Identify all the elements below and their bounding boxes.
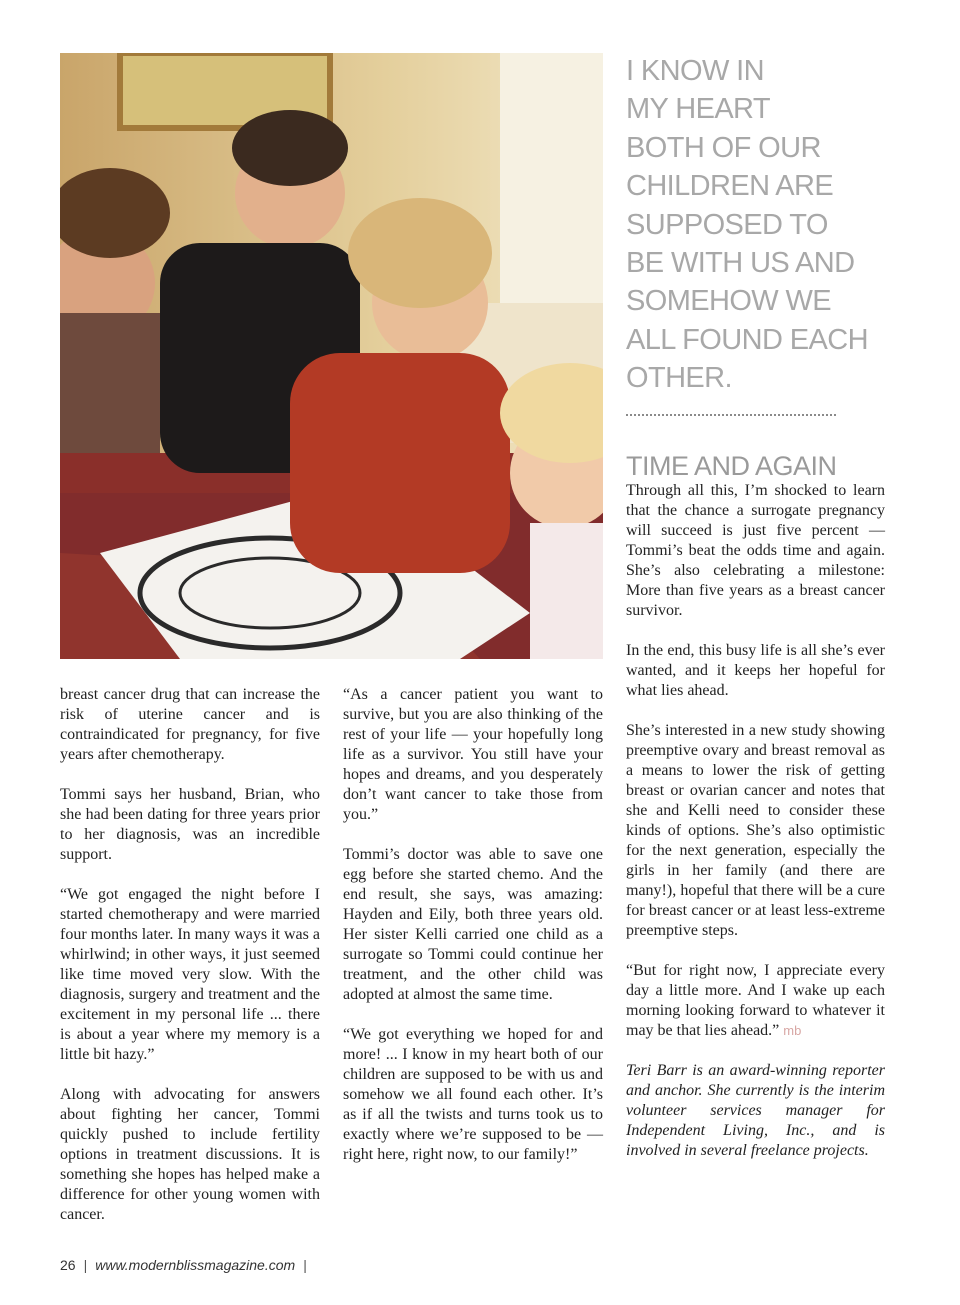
paragraph: Along with advocating for answers about fighting her cancer, Tommi quickly pushed to include fertility options in treatment discussions. It is something she hopes has helped make a difference for other young women with cancer.: [60, 1086, 320, 1223]
article-column-2: [343, 685, 603, 1185]
footer-separator: |: [83, 1257, 88, 1273]
paragraph: breast cancer drug that can increase the risk of uterine cancer and is contraindicated for pregnancy, for five years after chemotherapy.: [60, 686, 320, 763]
page-number: 26: [60, 1257, 76, 1273]
pull-quote-line: MY HEART: [626, 93, 770, 126]
pull-quote-line: I KNOW IN: [626, 55, 764, 87]
pull-quote-line: OTHER.: [626, 362, 732, 395]
page-footer: [60, 1257, 315, 1273]
footer-separator: |: [303, 1257, 307, 1273]
paragraph: In the end, this busy life is all she’s ever wanted, and it keeps her hopeful for what lies ahead.: [626, 642, 885, 699]
paragraph: Through all this, I’m shocked to learn that the chance a surrogate pregnancy will succeed is just five percent — Tommi’s beat the odds time and again. She’s also celebrating a milestone: More than five years as a breast cancer survivor.: [626, 482, 885, 619]
pull-quote: [626, 52, 896, 398]
family-photo-illustration: [60, 53, 603, 659]
pull-quote-line: BE WITH US AND: [626, 247, 855, 280]
paragraph: “We got everything we hoped for and more! ... I know in my heart both of our children are supposed to be with us and somehow we all found each other. It’s as if all the twists and turns took us to exactly where we’re supposed to be — right here, right now, to our family!”: [343, 1026, 603, 1163]
dotted-divider: [626, 414, 836, 416]
closing-paragraph: [626, 961, 885, 1041]
family-photo: [60, 53, 603, 659]
paragraph: She’s interested in a new study showing preemptive ovary and breast removal as a means to lower the risk of getting breast or ovarian cancer and notes that she and Kelli need to consider these kinds of options. She’s also optimistic for the next generation, especially the girls in her family (and there are many!), hopeful that there will be a cure for breast cancer or at least less-extreme preemptive steps.: [626, 722, 885, 939]
article-column-1: [60, 685, 320, 1245]
author-byline: Teri Barr is an award-winning reporter and anchor. She currently is the interim volunteer services manager for Independent Living, Inc., and is involved in several freelance projects.: [626, 1062, 885, 1159]
pull-quote-line: SOMEHOW WE: [626, 285, 832, 318]
paragraph: “As a cancer patient you want to survive, but you are also thinking of the rest of your life — your hopefully long life as a survivor. You still have your hopes and dreams, and you desperately don’t want cancer to take those from you.”: [343, 686, 603, 823]
pull-quote-line: ALL FOUND EACH: [626, 323, 868, 356]
paragraph: “We got engaged the night before I started chemotherapy and were married four months later. In many ways it was a whirlwind; in other ways, it just seemed like time moved very slow. With the diagnosis, surgery and treatment and the excitement in my personal life ... there is about a year where my memory is a little bit hazy.”: [60, 886, 320, 1063]
signature-mark: mb: [783, 1023, 802, 1038]
pull-quote-line: BOTH OF OUR: [626, 131, 821, 164]
pull-quote-line: CHILDREN ARE: [626, 170, 834, 203]
paragraph-text: “But for right now, I appreciate every day a little more. And I wake up each morning looking forward to whatever it may be that lies ahead.”: [626, 962, 885, 1039]
article-column-3: [626, 481, 885, 1181]
magazine-url[interactable]: www.modernblissmagazine.com: [95, 1257, 296, 1273]
paragraph: Tommi’s doctor was able to save one egg before she started chemo. And the end result, she says, was amazing: Hayden and Eily, both three years old. Her sister Kelli carried one child as a surrogate so Tommi could continue her treatment, and the other child was adopted at almost the same time.: [343, 846, 603, 1003]
section-heading: TIME AND AGAIN: [626, 451, 837, 481]
paragraph: Tommi says her husband, Brian, who she had been dating for three years prior to her diagnosis, was an incredible support.: [60, 786, 320, 863]
pull-quote-line: SUPPOSED TO: [626, 208, 828, 241]
